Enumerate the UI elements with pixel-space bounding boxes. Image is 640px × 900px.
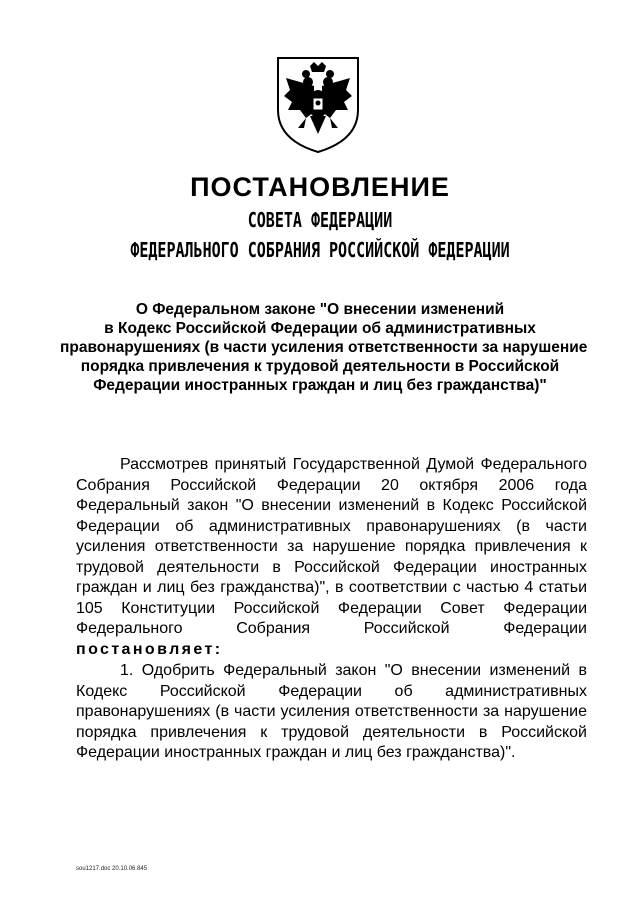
paragraph-line: трудовой деятельности в Российской Федерации иностранных <box>76 558 587 576</box>
paragraph-line: Рассмотрев принятый Государственной Думой Федерального <box>120 456 587 473</box>
document-subtitle-council: СОВЕТА ФЕДЕРАЦИИ <box>247 208 393 233</box>
heading-line: правонарушениях (в части усиления ответственности за нарушение <box>60 339 588 356</box>
paragraph-line: Федеральный закон "О внесении изменений в Кодекс Российской <box>76 497 587 514</box>
paragraph-line: правонарушениях (в части усиления ответственности за нарушение <box>76 703 587 720</box>
paragraph-line: усиления ответственности за нарушение порядка привлечения к <box>76 538 587 555</box>
document-title: ПОСТАНОВЛЕНИЕ <box>190 172 450 202</box>
paragraph-line: Федерации об административных правонарушениях (в части <box>76 517 587 535</box>
paragraph-line: Федерации иностранных граждан и лиц без гражданства)". <box>76 744 516 761</box>
coat-of-arms-icon <box>270 52 366 156</box>
paragraph-line: 1. Одобрить Федеральный закон "О внесении изменений в <box>120 662 587 679</box>
heading-line: О Федеральном законе "О внесении изменений <box>135 301 505 318</box>
paragraph-line: Собрания Российской Федерации 20 октября 2006 года <box>76 476 587 494</box>
heading-line: в Кодекс Российской Федерации об административных <box>104 320 536 337</box>
paragraph-line: граждан и лиц без гражданства)", в соответствии с частью 4 статьи <box>76 579 587 596</box>
paragraph-line: Кодекс Российской Федерации об административных <box>76 682 587 700</box>
paragraph-line: Федерального Собрания Российской Федерации <box>76 620 587 637</box>
document-subtitle-assembly: ФЕДЕРАЛЬНОГО СОБРАНИЯ РОССИЙСКОЙ ФЕДЕРАЦИИ <box>130 238 510 263</box>
preamble-paragraph <box>76 455 587 660</box>
paragraph-line: порядка привлечения к трудовой деятельности в Российской <box>76 723 587 741</box>
document-code: sou1217.doc 20.10.06 845 <box>76 866 148 872</box>
resolves-word: постановляет: <box>76 640 223 658</box>
heading-line: порядка привлечения к трудовой деятельности в Российской <box>80 358 560 375</box>
document-heading <box>60 300 588 395</box>
heading-line: Федерации иностранных граждан и лиц без гражданства)" <box>93 377 547 394</box>
resolution-item-1 <box>76 661 587 764</box>
paragraph-line: 105 Конституции Российской Федерации Совет Федерации <box>76 599 587 617</box>
